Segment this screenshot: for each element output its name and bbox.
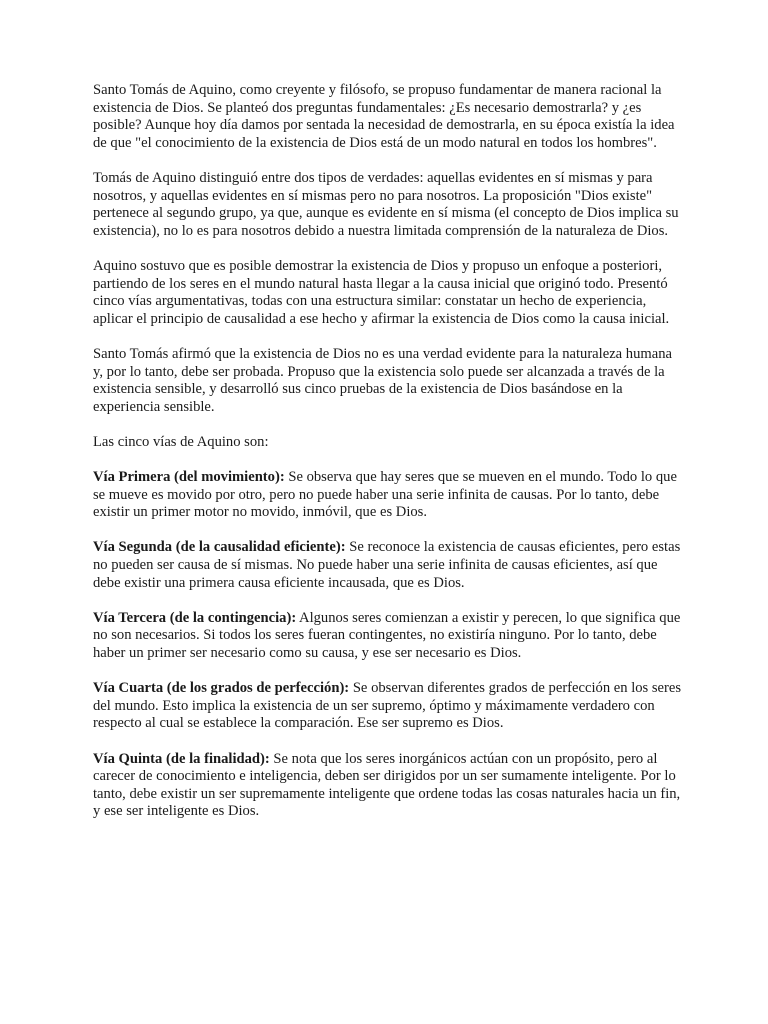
via-title: Vía Primera (del movimiento): bbox=[93, 469, 285, 486]
via-segunda bbox=[93, 539, 683, 592]
sensible-experience-paragraph: Santo Tomás afirmó que la existencia de Dios no es una verdad evidente para la naturaleza humana y, por lo tanto, debe ser probada. Propuso que la existencia solo puede ser alcanzada a través de la existencia sensible, y desarrolló sus cinco pruebas de la existencia de Dios basándose en la experiencia sensible. bbox=[93, 345, 672, 415]
via-text: Se reconoce la existencia de causas eficientes, pero estas no pueden ser causa de sí mismas. No puede haber una serie infinita de causas eficientes, así que debe existir una primera causa eficiente incausada, que es Dios. bbox=[93, 539, 681, 591]
via-primera bbox=[93, 469, 683, 522]
via-quinta bbox=[93, 751, 683, 821]
via-title: Vía Cuarta (de los grados de perfección): bbox=[93, 680, 350, 697]
via-title: Vía Segunda (de la causalidad eficiente): bbox=[93, 539, 346, 556]
via-title: Vía Quinta (de la finalidad): bbox=[93, 750, 270, 767]
via-text: Se nota que los seres inorgánicos actúan con un propósito, pero al carecer de conocimiento e inteligencia, deben ser dirigidos por un ser sumamente inteligente. Por lo tanto, debe existir un ser supremamente inteligente que ordene todas las cosas naturales hacia un fin, y ese ser inteligente es Dios. bbox=[93, 750, 681, 820]
via-text: Se observa que hay seres que se mueven en el mundo. Todo lo que se mueve es movido por otro, pero no puede haber una serie infinita de causas. Por lo tanto, debe existir un primer motor no movido, inmóvil, que es Dios. bbox=[93, 469, 677, 521]
five-ways-intro: Las cinco vías de Aquino son: bbox=[93, 433, 269, 450]
intro-paragraph: Santo Tomás de Aquino, como creyente y filósofo, se propuso fundamentar de manera racional la existencia de Dios. Se planteó dos preguntas fundamentales: ¿Es necesario demostrarla? y ¿es posible? Aunque hoy día damos por sentada la necesidad de demostrarla, en su época existía la idea de que "el conocimiento de la existencia de Dios está de un modo natural en todos los hombres". bbox=[93, 82, 675, 151]
via-tercera bbox=[93, 610, 683, 663]
document-page bbox=[93, 82, 683, 839]
via-text: Se observan diferentes grados de perfección en los seres del mundo. Esto implica la existencia de un ser supremo, óptimo y máximamente verdadero con respecto al cual se establece la comparación. Ese ser supremo es Dios. bbox=[93, 680, 682, 732]
truths-paragraph: Tomás de Aquino distinguió entre dos tipos de verdades: aquellas evidentes en sí mismas y para nosotros, y aquellas evidentes en sí mismas pero no para nosotros. La proposición "Dios existe" pertenece al segundo grupo, ya que, aunque es evidente en sí misma (el concepto de Dios implica su existencia), no lo es para nosotros debido a nuestra limitada comprensión de la naturaleza de Dios. bbox=[93, 169, 679, 239]
a-posteriori-paragraph: Aquino sostuvo que es posible demostrar la existencia de Dios y propuso un enfoque a posteriori, partiendo de los seres en el mundo natural hasta llegar a la causa inicial que originó todo. Presentó cinco vías argumentativas, todas con una estructura similar: constatar un hecho de experiencia, aplicar el principio de causalidad a ese hecho y afirmar la existencia de Dios como la causa inicial. bbox=[93, 257, 670, 327]
via-title: Vía Tercera (de la contingencia): bbox=[93, 609, 297, 626]
via-text: Algunos seres comienzan a existir y perecen, lo que significa que no son necesarios. Si todos los seres fueran contingentes, no existiría ninguno. Por lo tanto, debe haber un primer ser necesario como su causa, y ese ser necesario es Dios. bbox=[93, 609, 681, 661]
via-cuarta bbox=[93, 680, 683, 733]
